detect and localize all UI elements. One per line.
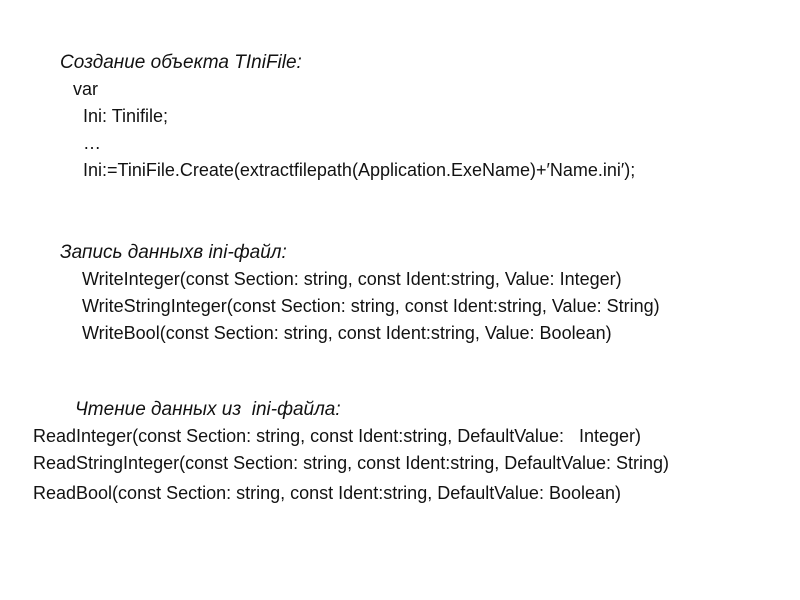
code-line-readstringinteger: ReadStringInteger(const Section: string, const Ident:string, DefaultValue: String) (33, 453, 669, 473)
section-write-ini (60, 239, 660, 347)
code-line-writebool: WriteBool(const Section: string, const Ident:string, Value: Boolean) (82, 323, 612, 343)
code-line-ini-create: Ini:=TiniFile.Create(extractfilepath(Application.ExeName)+′Name.ini′); (83, 160, 636, 180)
section-read-heading: Чтение данных из ini-файла: (75, 399, 341, 420)
code-line-writestringinteger: WriteStringInteger(const Section: string, const Ident:string, Value: String) (82, 296, 660, 316)
section-write-heading: Запись данныхв ini-файл: (60, 242, 287, 263)
section-create-heading: Создание объекта TIniFile: (60, 52, 302, 73)
code-line-readinteger: ReadInteger(const Section: string, const Ident:string, DefaultValue: Integer) (33, 426, 641, 446)
code-line-ini-declaration: Ini: Tinifile; (83, 106, 169, 126)
code-line-var: var (73, 79, 99, 99)
code-line-ellipsis: … (83, 133, 101, 153)
section-read-ini (33, 396, 669, 507)
code-line-readbool: ReadBool(const Section: string, const Ident:string, DefaultValue: Boolean) (33, 483, 621, 503)
section-create-inifile (60, 49, 635, 184)
code-line-writeinteger: WriteInteger(const Section: string, const Ident:string, Value: Integer) (82, 269, 622, 289)
